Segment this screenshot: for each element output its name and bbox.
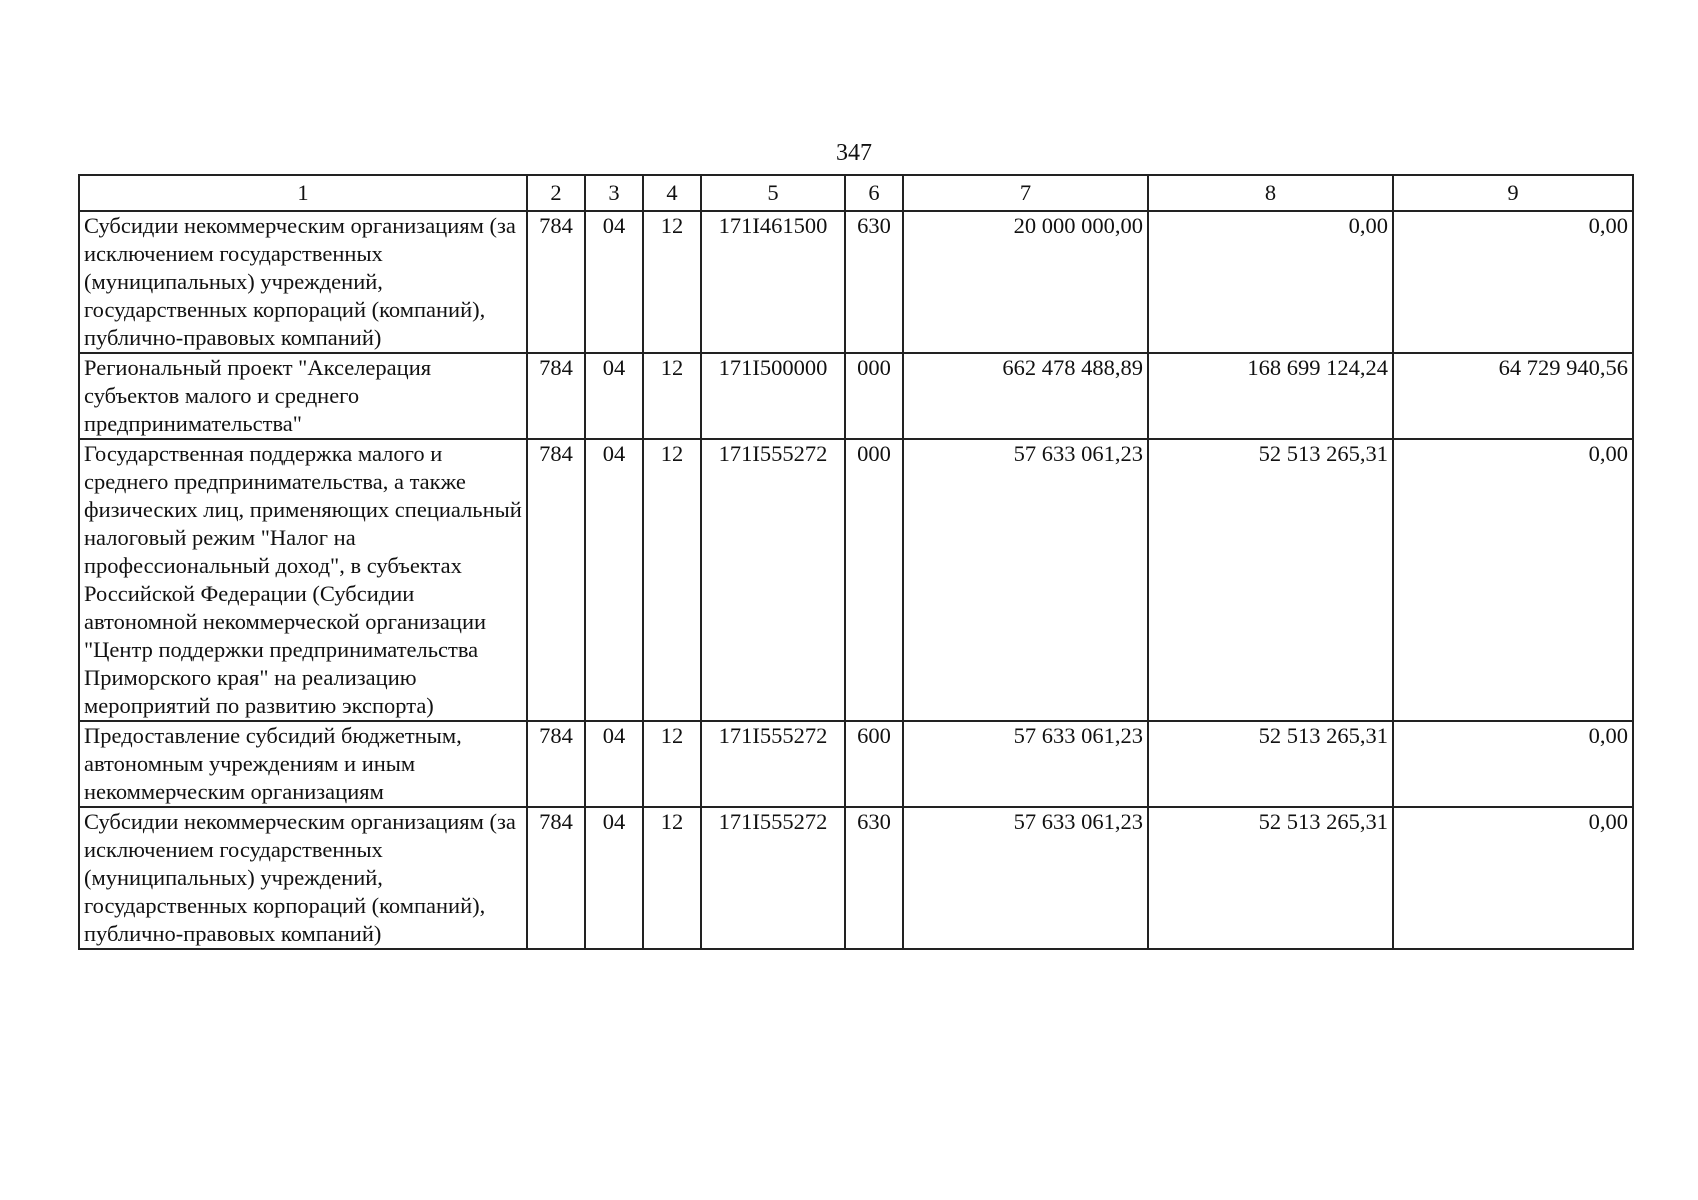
section-code: 04 — [585, 353, 643, 439]
amount-col7: 57 633 061,23 — [903, 439, 1148, 721]
amount-col8: 52 513 265,31 — [1148, 807, 1393, 949]
expense-type-code: 630 — [845, 807, 903, 949]
row-description: Предоставление субсидий бюджетным, автономным учреждениям и иным некоммерческим организациям — [79, 721, 527, 807]
amount-col7: 662 478 488,89 — [903, 353, 1148, 439]
section-code: 04 — [585, 807, 643, 949]
amount-col7: 57 633 061,23 — [903, 721, 1148, 807]
subsection-code: 12 — [643, 721, 701, 807]
amount-col9: 0,00 — [1393, 807, 1633, 949]
ministry-code: 784 — [527, 439, 585, 721]
amount-col9: 64 729 940,56 — [1393, 353, 1633, 439]
expense-type-code: 600 — [845, 721, 903, 807]
column-header: 3 — [585, 175, 643, 211]
column-header: 9 — [1393, 175, 1633, 211]
budget-table — [78, 174, 1634, 950]
table-row — [79, 211, 1633, 353]
target-article-code: 171I555272 — [701, 807, 845, 949]
expense-type-code: 630 — [845, 211, 903, 353]
subsection-code: 12 — [643, 353, 701, 439]
amount-col8: 52 513 265,31 — [1148, 439, 1393, 721]
amount-col7: 20 000 000,00 — [903, 211, 1148, 353]
header-row — [79, 175, 1633, 211]
subsection-code: 12 — [643, 807, 701, 949]
column-header: 1 — [79, 175, 527, 211]
section-code: 04 — [585, 721, 643, 807]
target-article-code: 171I555272 — [701, 721, 845, 807]
column-header: 2 — [527, 175, 585, 211]
row-description: Субсидии некоммерческим организациям (за исключением государственных (муниципальных) учреждений, государственных корпораций (компаний), публично-правовых компаний) — [79, 211, 527, 353]
column-header: 4 — [643, 175, 701, 211]
ministry-code: 784 — [527, 721, 585, 807]
amount-col9: 0,00 — [1393, 439, 1633, 721]
amount-col8: 0,00 — [1148, 211, 1393, 353]
column-header: 6 — [845, 175, 903, 211]
amount-col8: 168 699 124,24 — [1148, 353, 1393, 439]
ministry-code: 784 — [527, 353, 585, 439]
column-header: 8 — [1148, 175, 1393, 211]
subsection-code: 12 — [643, 439, 701, 721]
amount-col9: 0,00 — [1393, 721, 1633, 807]
table-row — [79, 721, 1633, 807]
page-number: 347 — [836, 140, 872, 166]
column-header: 5 — [701, 175, 845, 211]
amount-col7: 57 633 061,23 — [903, 807, 1148, 949]
target-article-code: 171I500000 — [701, 353, 845, 439]
column-header: 7 — [903, 175, 1148, 211]
subsection-code: 12 — [643, 211, 701, 353]
section-code: 04 — [585, 439, 643, 721]
row-description: Субсидии некоммерческим организациям (за исключением государственных (муниципальных) учреждений, государственных корпораций (компаний), публично-правовых компаний) — [79, 807, 527, 949]
expense-type-code: 000 — [845, 353, 903, 439]
row-description: Государственная поддержка малого и среднего предпринимательства, а также физических лиц, применяющих специальный налоговый режим "Налог на профессиональный доход", в субъектах Российской Федерации (Субсидии автономной некоммерческой организации "Центр поддержки предпринимательства Приморского края" на реализацию мероприятий по развитию экспорта) — [79, 439, 527, 721]
row-description: Региональный проект "Акселерация субъектов малого и среднего предпринимательства" — [79, 353, 527, 439]
ministry-code: 784 — [527, 807, 585, 949]
ministry-code: 784 — [527, 211, 585, 353]
table-row — [79, 439, 1633, 721]
table-row — [79, 353, 1633, 439]
amount-col9: 0,00 — [1393, 211, 1633, 353]
target-article-code: 171I461500 — [701, 211, 845, 353]
section-code: 04 — [585, 211, 643, 353]
expense-type-code: 000 — [845, 439, 903, 721]
target-article-code: 171I555272 — [701, 439, 845, 721]
amount-col8: 52 513 265,31 — [1148, 721, 1393, 807]
table-row — [79, 807, 1633, 949]
